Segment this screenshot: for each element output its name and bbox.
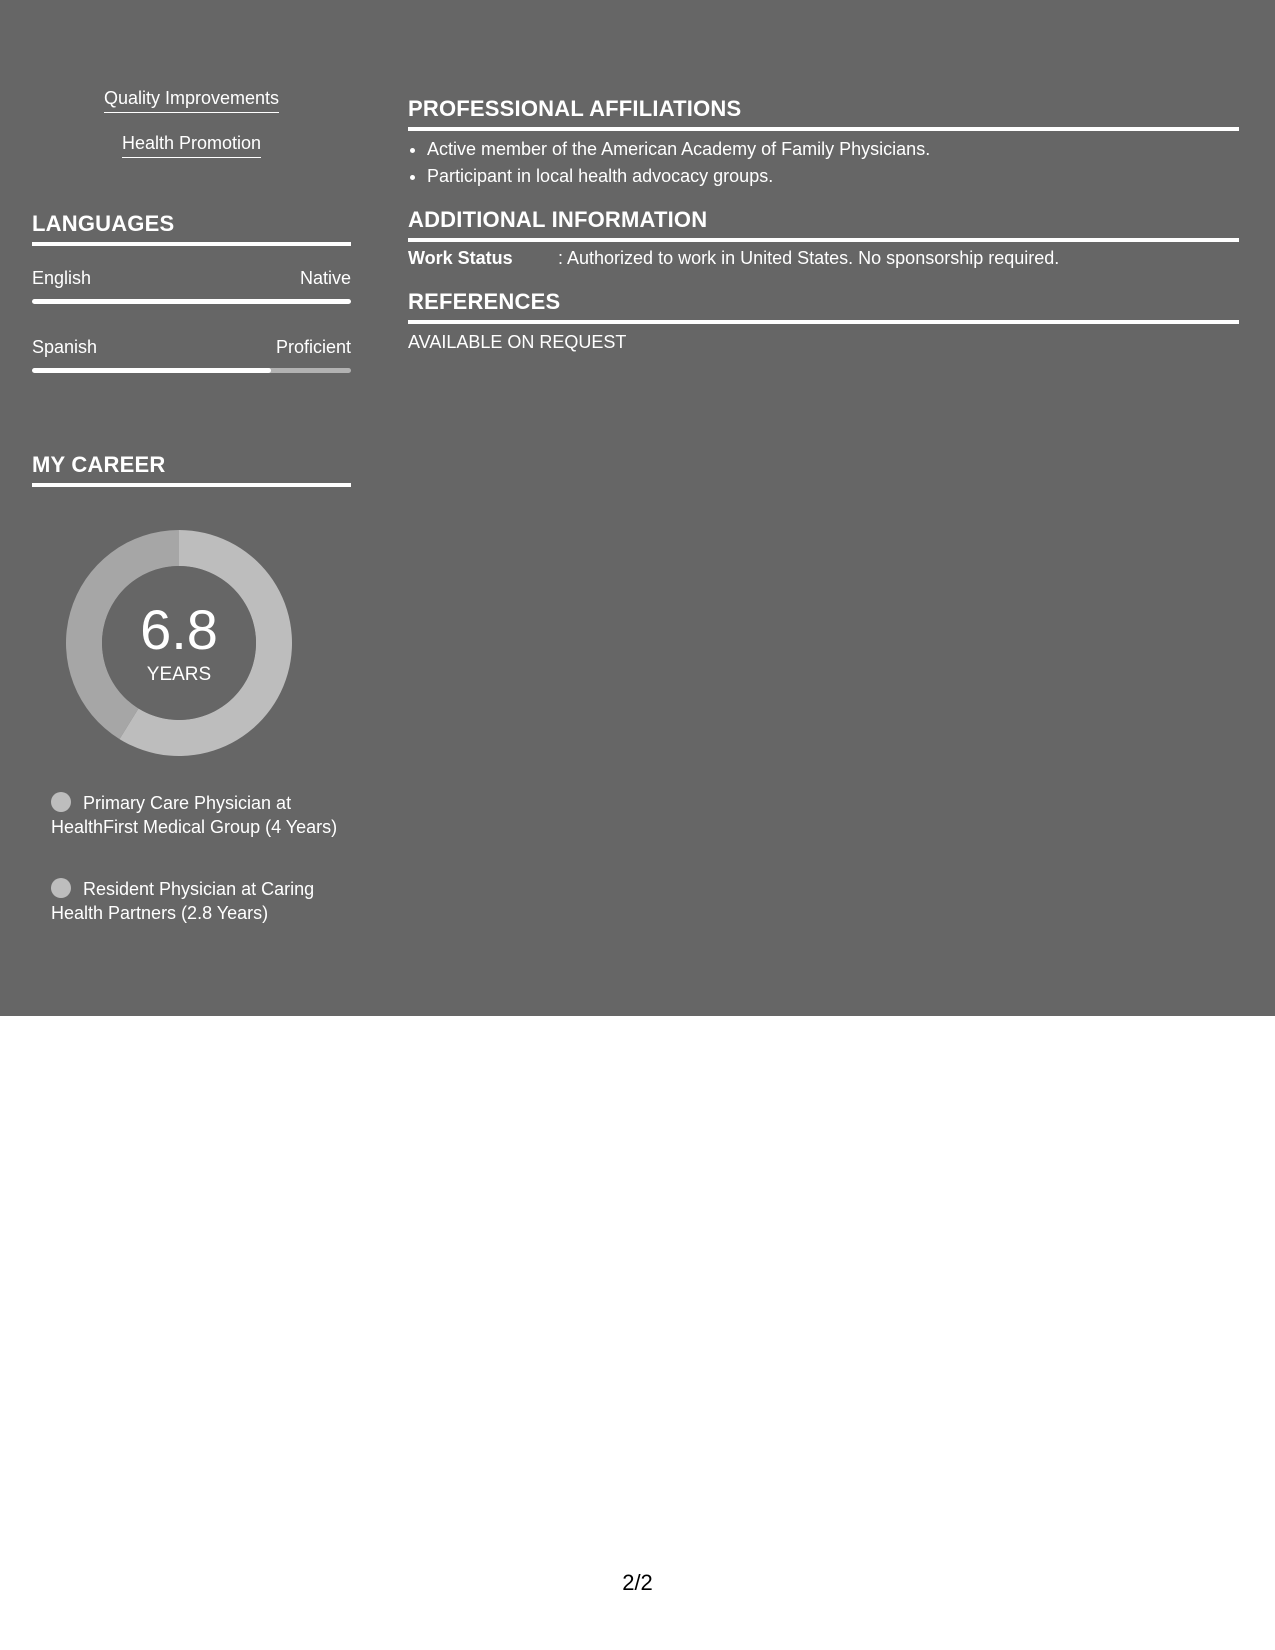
career-heading: MY CAREER	[32, 452, 351, 487]
affiliations-list	[408, 136, 1247, 190]
skill-label: Health Promotion	[122, 133, 261, 158]
career-item-resident	[51, 877, 341, 925]
career-total-unit: YEARS	[146, 664, 212, 685]
list-item: • Active member of the American Academy of Family Physicians.	[427, 136, 1247, 163]
language-bar-fill	[32, 299, 351, 304]
language-row-spanish	[32, 337, 351, 358]
language-level: Native	[299, 268, 351, 288]
language-bar-fill	[32, 368, 271, 373]
references-heading: REFERENCES	[408, 289, 1239, 324]
language-row-english	[32, 268, 351, 289]
language-level: Proficient	[275, 337, 351, 357]
career-item-label: Resident Physician at Caring Health Partners (2.8 Years)	[51, 879, 315, 923]
language-name: English	[32, 268, 92, 288]
career-item-primary-care	[51, 791, 341, 839]
career-item-label: Primary Care Physician at HealthFirst Medical Group (4 Years)	[51, 793, 338, 837]
skill-quality-improvements	[32, 88, 351, 113]
skill-label: Quality Improvements	[104, 88, 279, 113]
work-status-value: : Authorized to work in United States. No sponsorship required.	[558, 248, 1060, 268]
career-total-value: 6.8	[140, 598, 218, 661]
career-total	[66, 530, 292, 756]
legend-dot	[51, 878, 71, 898]
references-text: AVAILABLE ON REQUEST	[408, 332, 627, 352]
work-status-row	[408, 248, 1239, 269]
work-status-label: Work Status	[408, 248, 513, 268]
languages-heading: LANGUAGES	[32, 211, 351, 246]
skill-health-promotion	[32, 133, 351, 158]
page-number: 2/2	[622, 1570, 653, 1595]
list-item: • Participant in local health advocacy groups.	[427, 163, 1247, 190]
language-name: Spanish	[32, 337, 98, 357]
language-bar-spanish	[32, 368, 351, 373]
additional-info-heading: ADDITIONAL INFORMATION	[408, 207, 1239, 242]
legend-dot	[51, 792, 71, 812]
affiliations-heading: PROFESSIONAL AFFILIATIONS	[408, 96, 1239, 131]
language-bar-english	[32, 299, 351, 304]
